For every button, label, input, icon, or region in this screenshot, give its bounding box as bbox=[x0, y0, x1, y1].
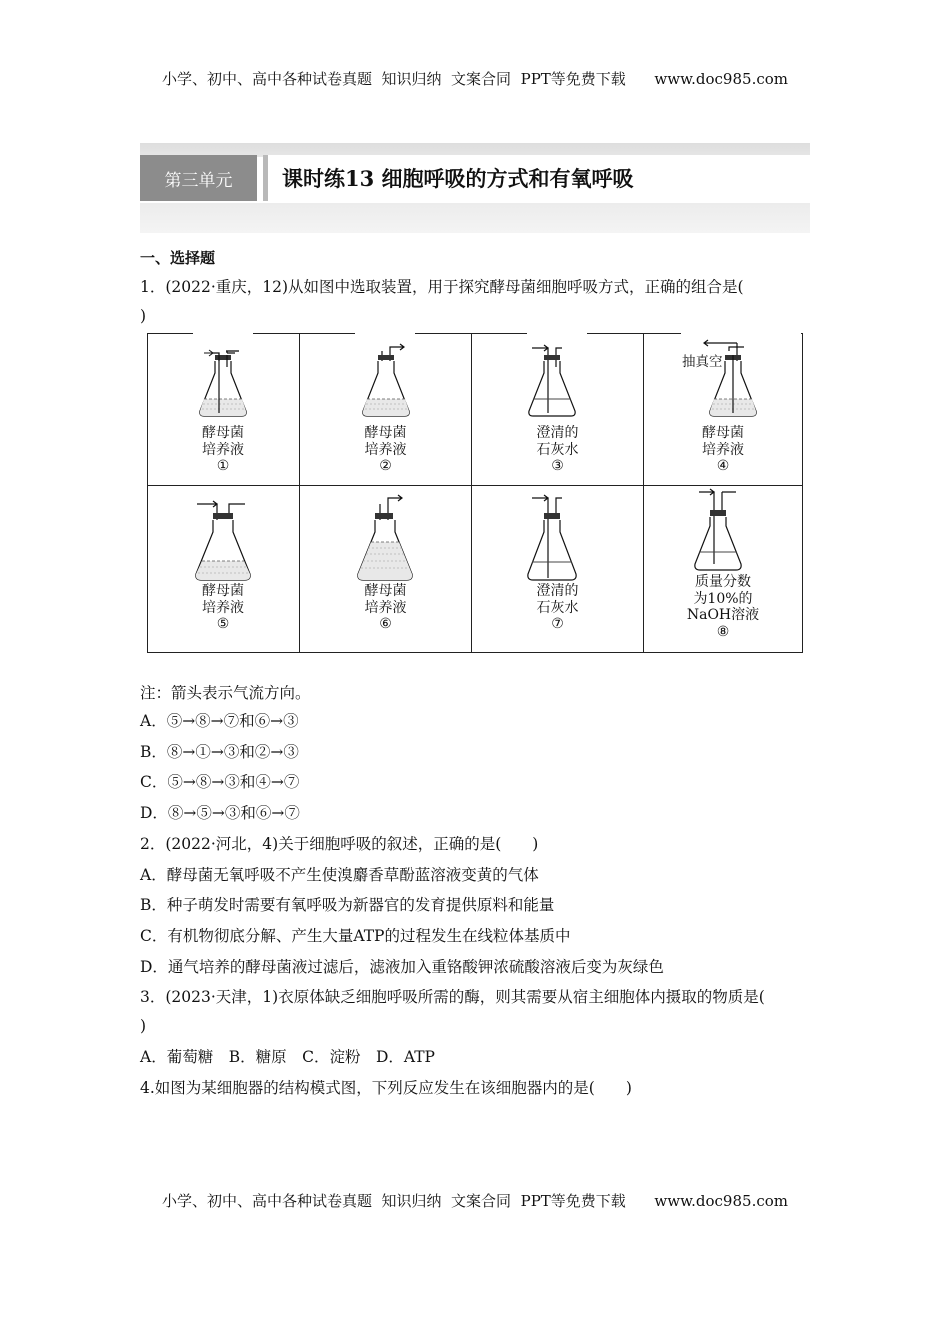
q1-option-c: C．⑤→⑧→③和④→⑦ bbox=[140, 773, 300, 791]
flask-3: 澄清的 石灰水 ③ bbox=[472, 333, 643, 493]
q2-option-b: B．种子萌发时需要有氧呼吸为新器官的发育提供原料和能量 bbox=[140, 896, 555, 914]
q4-stem: 4.如图为某细胞器的结构模式图，下列反应发生在该细胞器内的是( ) bbox=[140, 1079, 632, 1097]
unit-tab: 第三单元 bbox=[140, 155, 257, 201]
q3-stem-cont: ) bbox=[140, 1017, 147, 1035]
vacuum-label: 抽真空 bbox=[682, 354, 723, 370]
q1-option-d: D．⑧→⑤→③和⑥→⑦ bbox=[140, 804, 300, 822]
flask-8: 质量分数 为10%的 NaOH溶液 ⑧ bbox=[644, 486, 802, 646]
flask-4: 抽真空 酵母菌 培养液 ④ bbox=[644, 333, 802, 493]
q1-note: 注：箭头表示气流方向。 bbox=[140, 684, 311, 702]
flask-6: 酵母菌 培养液 ⑥ bbox=[300, 486, 471, 646]
q1-option-a: A．⑤→⑧→⑦和⑥→③ bbox=[140, 712, 299, 730]
flask-2: 酵母菌 培养液 ② bbox=[300, 333, 471, 493]
q3-options: A．葡萄糖 B．糖原 C．淀粉 D．ATP bbox=[140, 1048, 435, 1066]
flask-1: 酵母菌 培养液 ① bbox=[147, 333, 299, 493]
lesson-title: 课时练13 细胞呼吸的方式和有氧呼吸 bbox=[263, 155, 810, 201]
page-header: 小学、初中、高中各种试卷真题 知识归纳 文案合同 PPT等免费下载 www.doc985.com bbox=[161, 70, 788, 88]
q2-stem: 2．(2022·河北，4)关于细胞呼吸的叙述，正确的是( ) bbox=[140, 835, 539, 853]
flask-7: 澄清的 石灰水 ⑦ bbox=[472, 486, 643, 646]
q1-stem-cont: ) bbox=[140, 307, 147, 325]
q2-option-d: D．通气培养的酵母菌液过滤后，滤液加入重铬酸钾浓硫酸溶液后变为灰绿色 bbox=[140, 958, 664, 976]
q2-option-a: A．酵母菌无氧呼吸不产生使溴麝香草酚蓝溶液变黄的气体 bbox=[140, 866, 539, 884]
flask-5: 酵母菌 培养液 ⑤ bbox=[147, 486, 299, 646]
q3-stem: 3．(2023·天津，1)衣原体缺乏细胞呼吸所需的酶，则其需要从宿主细胞体内摄取的物质是( bbox=[140, 988, 765, 1006]
section-heading: 一、选择题 bbox=[140, 249, 216, 267]
q1-option-b: B．⑧→①→③和②→③ bbox=[140, 743, 299, 761]
q1-figure bbox=[147, 333, 803, 653]
q1-stem: 1．(2022·重庆，12)从如图中选取装置，用于探究酵母菌细胞呼吸方式，正确的组合是( bbox=[140, 278, 744, 296]
page-footer: 小学、初中、高中各种试卷真题 知识归纳 文案合同 PPT等免费下载 www.doc985.com bbox=[161, 1192, 788, 1210]
q2-option-c: C．有机物彻底分解、产生大量ATP的过程发生在线粒体基质中 bbox=[140, 927, 571, 945]
